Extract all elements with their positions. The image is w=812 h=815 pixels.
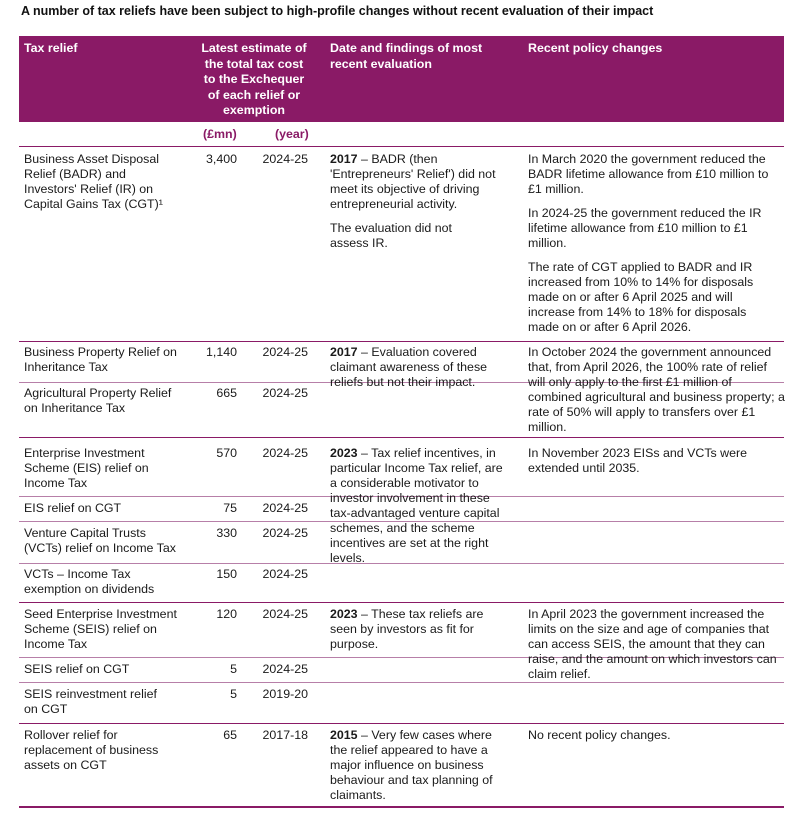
header-evaluation: Date and findings of most recent evaluation: [330, 41, 483, 71]
row-divider: [19, 341, 784, 342]
relief-name: SEIS reinvestment relief on CGT: [24, 687, 157, 716]
policy-text: In 2024-25 the government reduced the IR lifetime allowance from £10 million to £1 million.: [528, 206, 762, 250]
evaluation-year: 2017: [330, 345, 358, 359]
relief-name: Business Asset Disposal Relief (BADR) and Investors' Relief (IR) on Capital Gains Tax (CGT)¹: [24, 152, 163, 211]
evaluation-year: 2023: [330, 446, 358, 460]
table-bottom-rule: [19, 806, 784, 808]
policy-text: In April 2023 the government increased the limits on the size and age of companies that can access SEIS, the amount that they can raise, and the amount on which investors can claim relief.: [528, 607, 777, 681]
table-header: [19, 36, 784, 122]
estimate-year: 2019-20: [262, 687, 308, 701]
row-divider: [19, 723, 784, 724]
evaluation-year: 2015: [330, 728, 358, 742]
cost-value: 330: [216, 526, 237, 540]
policy-text: No recent policy changes.: [528, 728, 671, 742]
evaluation-text: 2023 – Tax relief incentives, in particular Income Tax relief, are a considerable motivator to investor involvement in these tax-advantaged venture capital schemes, and the scheme incentives are set at the right levels.: [330, 446, 503, 565]
evaluation-year: 2023: [330, 607, 358, 621]
relief-name: Venture Capital Trusts (VCTs) relief on Income Tax: [24, 526, 176, 555]
cost-value: 5: [230, 662, 237, 676]
evaluation-text: 2023 – These tax reliefs are seen by investors as fit for purpose.: [330, 607, 484, 651]
evaluation-text: 2017 – Evaluation covered claimant awareness of these reliefs but not their impact.: [330, 345, 488, 389]
row-divider: [19, 682, 784, 683]
cost-value: 665: [216, 386, 237, 400]
cost-value: 1,140: [205, 345, 237, 359]
cost-value: 5: [230, 687, 237, 701]
policy-text: In November 2023 EISs and VCTs were extended until 2035.: [528, 446, 748, 475]
header-tax-relief: Tax relief: [24, 41, 78, 55]
relief-name: Enterprise Investment Scheme (EIS) relief on Income Tax: [24, 446, 149, 490]
cost-value: 75: [223, 501, 237, 515]
cost-value: 120: [216, 607, 237, 621]
evaluation-text: 2017 – BADR (then 'Entrepreneurs' Relief') did not meet its objective of driving entrepreneurial activity.: [330, 152, 496, 211]
estimate-year: 2024-25: [262, 345, 308, 359]
relief-name: Seed Enterprise Investment Scheme (SEIS) relief on Income Tax: [24, 607, 177, 651]
relief-name: Business Property Relief on Inheritance Tax: [24, 345, 177, 374]
estimate-year: 2024-25: [262, 152, 308, 166]
cost-value: 65: [223, 728, 237, 742]
cost-value: 570: [216, 446, 237, 460]
evaluation-text: 2015 – Very few cases where the relief appeared to have a major influence on business behaviour and tax planning of claimants.: [330, 728, 493, 802]
relief-name: Rollover relief for replacement of business assets on CGT: [24, 728, 159, 772]
estimate-year: 2024-25: [262, 567, 308, 581]
relief-name: VCTs – Income Tax exemption on dividends: [24, 567, 155, 596]
units-mn: (£mn): [203, 127, 237, 141]
units-year: (year): [275, 127, 309, 141]
row-divider: [19, 437, 784, 438]
estimate-year: 2017-18: [262, 728, 308, 742]
header-policy-changes: Recent policy changes: [528, 41, 663, 55]
estimate-year: 2024-25: [262, 607, 308, 621]
estimate-year: 2024-25: [262, 501, 308, 515]
estimate-year: 2024-25: [262, 386, 308, 400]
header-cost-estimate: Latest estimate of the total tax cost to the Exchequer of each relief or exemption: [201, 41, 307, 117]
relief-name: SEIS relief on CGT: [24, 662, 130, 676]
cost-value: 150: [216, 567, 237, 581]
policy-text: In October 2024 the government announced that, from April 2026, the 100% rate of relief will only apply to the first £1 million of combined agricultural and business property; a rate of 50% will apply to transfers over £1 million.: [528, 345, 785, 434]
policy-text: In March 2020 the government reduced the BADR lifetime allowance from £10 million to £1 million.: [528, 152, 769, 196]
table-title: A number of tax reliefs have been subject to high-profile changes without recent evaluation of their impact: [21, 4, 654, 18]
relief-name: EIS relief on CGT: [24, 501, 122, 515]
policy-text: The rate of CGT applied to BADR and IR increased from 10% to 14% for disposals made on or after 6 April 2025 and will increase from 14% to 18% for disposals made on or after 6 April 2026.: [528, 260, 754, 334]
relief-name: Agricultural Property Relief on Inheritance Tax: [24, 386, 172, 415]
estimate-year: 2024-25: [262, 446, 308, 460]
cost-value: 3,400: [205, 152, 237, 166]
row-divider: [19, 602, 784, 603]
evaluation-note: The evaluation did not assess IR.: [330, 221, 452, 250]
estimate-year: 2024-25: [262, 662, 308, 676]
estimate-year: 2024-25: [262, 526, 308, 540]
row-divider: [19, 146, 784, 147]
evaluation-year: 2017: [330, 152, 358, 166]
